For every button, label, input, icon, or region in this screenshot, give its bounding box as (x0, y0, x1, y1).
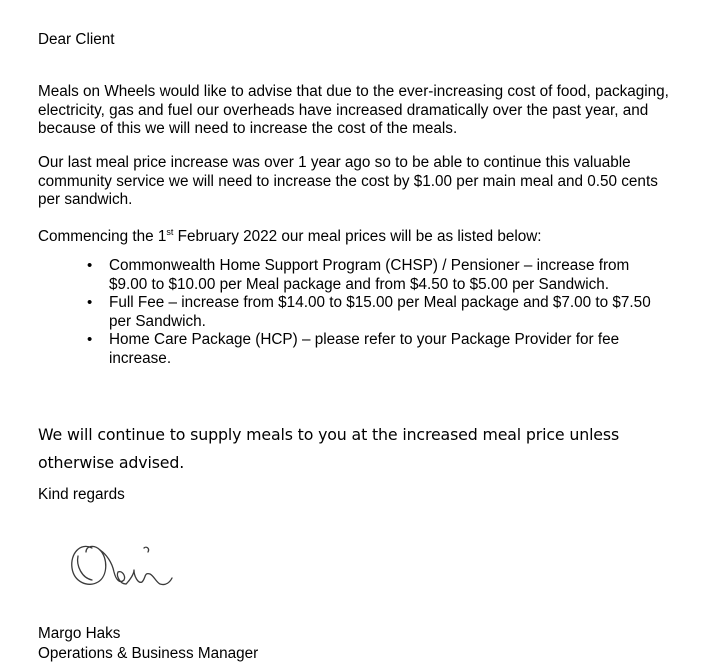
bullet-icon: • (87, 294, 93, 312)
bullet-icon: • (87, 331, 93, 349)
paragraph-commencing (38, 228, 678, 247)
list-item (85, 331, 665, 368)
price-list (85, 257, 665, 369)
commencing-text-before: Commencing the 1 (38, 228, 167, 245)
paragraph-cost-increase: Meals on Wheels would like to advise that due to the ever-increasing cost of food, packaging, electricity, gas and fuel our overheads have increased dramatically over the past year, and because of this we will need to increase the cost of the meals. (38, 83, 669, 138)
paragraph-last-increase: Our last meal price increase was over 1 year ago so to be able to continue this valuable community service we will need to increase the cost by $1.00 per main meal and 0.50 cents per sandwich. (38, 154, 658, 209)
list-item-text: Full Fee – increase from $14.00 to $15.00 per Meal package and $7.00 to $7.50 per Sandwich. (109, 294, 651, 330)
list-item-text: Home Care Package (HCP) – please refer to your Package Provider for fee increase. (109, 331, 620, 367)
signer-name: Margo Haks (38, 625, 121, 642)
closing: Kind regards (38, 486, 125, 503)
commencing-text-after: February 2022 our meal prices will be as listed below: (173, 228, 542, 245)
salutation: Dear Client (38, 31, 115, 48)
list-item (85, 257, 665, 294)
list-item-text: Commonwealth Home Support Program (CHSP) / Pensioner – increase from $9.00 to $10.00 per Meal package and from $4.50 to $5.00 per Sandwich. (109, 257, 630, 293)
bullet-icon: • (87, 257, 93, 274)
ordinal-suffix: st (166, 227, 174, 237)
signature-icon (64, 534, 184, 602)
paragraph-continue-supply: We will continue to supply meals to you at the increased meal price unless otherwise advised. (38, 425, 620, 472)
signer-title: Operations & Business Manager (38, 645, 259, 662)
list-item (85, 294, 665, 331)
